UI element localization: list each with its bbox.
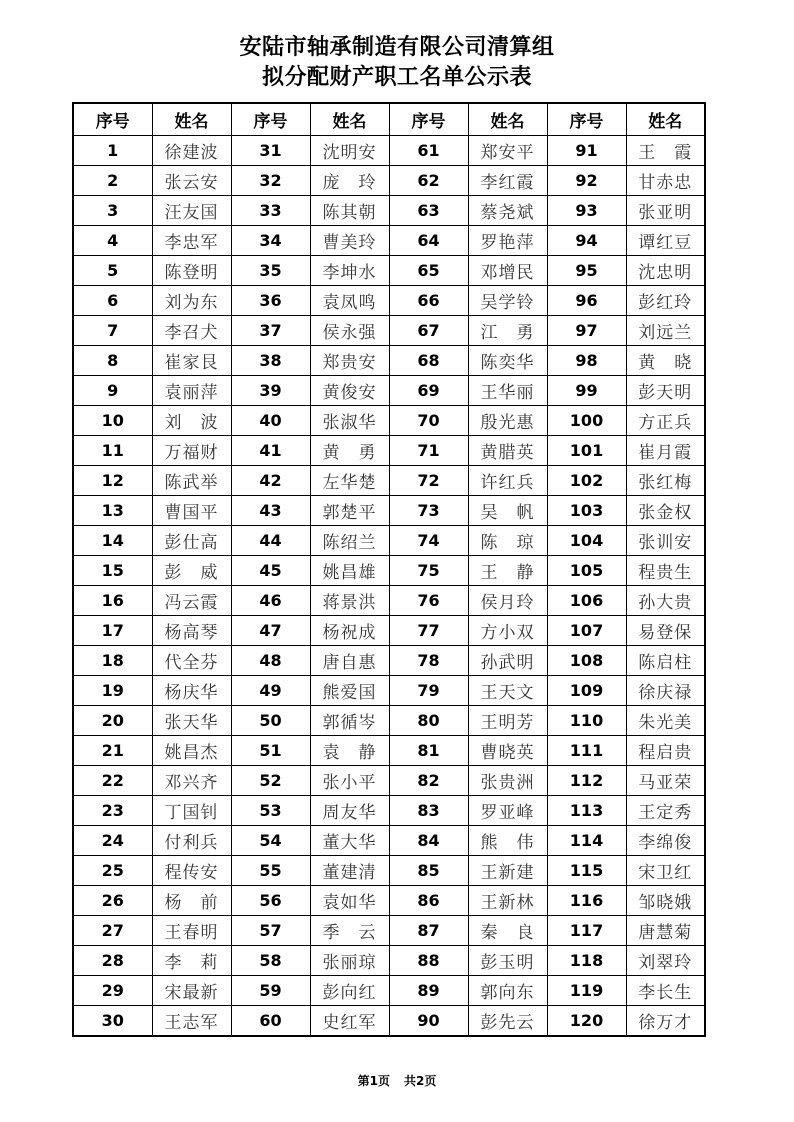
- serial-number-cell: 24: [73, 826, 152, 856]
- employee-name-cell: 刘远兰: [626, 316, 705, 346]
- employee-name-cell: 曹国平: [152, 496, 231, 526]
- serial-number-cell: 46: [231, 586, 310, 616]
- employee-name-cell: 吴学铃: [468, 286, 547, 316]
- serial-number-cell: 48: [231, 646, 310, 676]
- serial-number-cell: 54: [231, 826, 310, 856]
- employee-name-cell: 江 勇: [468, 316, 547, 346]
- employee-name-cell: 许红兵: [468, 466, 547, 496]
- employee-name-cell: 黄腊英: [468, 436, 547, 466]
- serial-number-cell: 50: [231, 706, 310, 736]
- header-serial-number: 序号: [73, 103, 152, 136]
- employee-name-cell: 唐自惠: [310, 646, 389, 676]
- serial-number-cell: 110: [547, 706, 626, 736]
- employee-name-cell: 李坤水: [310, 256, 389, 286]
- serial-number-cell: 57: [231, 916, 310, 946]
- serial-number-cell: 53: [231, 796, 310, 826]
- employee-name-cell: 代全芬: [152, 646, 231, 676]
- employee-name-cell: 徐建波: [152, 136, 231, 166]
- employee-name-cell: 李长生: [626, 976, 705, 1006]
- serial-number-cell: 108: [547, 646, 626, 676]
- table-row: [73, 946, 705, 976]
- employee-name-cell: 陈其朝: [310, 196, 389, 226]
- table-row: [73, 1006, 705, 1037]
- serial-number-cell: 25: [73, 856, 152, 886]
- serial-number-cell: 10: [73, 406, 152, 436]
- employee-name-cell: 袁如华: [310, 886, 389, 916]
- employee-name-cell: 刘翠玲: [626, 946, 705, 976]
- employee-name-cell: 宋卫红: [626, 856, 705, 886]
- serial-number-cell: 6: [73, 286, 152, 316]
- serial-number-cell: 65: [389, 256, 468, 286]
- employee-name-cell: 王新林: [468, 886, 547, 916]
- serial-number-cell: 97: [547, 316, 626, 346]
- serial-number-cell: 83: [389, 796, 468, 826]
- employee-name-cell: 郑贵安: [310, 346, 389, 376]
- serial-number-cell: 67: [389, 316, 468, 346]
- employee-name-cell: 李 莉: [152, 946, 231, 976]
- employee-name-cell: 唐慧菊: [626, 916, 705, 946]
- serial-number-cell: 14: [73, 526, 152, 556]
- employee-name-cell: 彭天明: [626, 376, 705, 406]
- employee-name-cell: 陈绍兰: [310, 526, 389, 556]
- employee-name-cell: 熊 伟: [468, 826, 547, 856]
- employee-name-cell: 王华丽: [468, 376, 547, 406]
- serial-number-cell: 117: [547, 916, 626, 946]
- employee-name-cell: 郑安平: [468, 136, 547, 166]
- employee-name-cell: 宋最新: [152, 976, 231, 1006]
- employee-name-cell: 丁国钊: [152, 796, 231, 826]
- serial-number-cell: 84: [389, 826, 468, 856]
- table-row: [73, 496, 705, 526]
- serial-number-cell: 91: [547, 136, 626, 166]
- employee-name-cell: 李绵俊: [626, 826, 705, 856]
- serial-number-cell: 16: [73, 586, 152, 616]
- table-row: [73, 406, 705, 436]
- serial-number-cell: 96: [547, 286, 626, 316]
- employee-name-cell: 方正兵: [626, 406, 705, 436]
- employee-name-cell: 杨祝成: [310, 616, 389, 646]
- employee-name-cell: 黄 晓: [626, 346, 705, 376]
- employee-name-cell: 邓兴齐: [152, 766, 231, 796]
- employee-name-cell: 张云安: [152, 166, 231, 196]
- employee-name-cell: 沈明安: [310, 136, 389, 166]
- serial-number-cell: 38: [231, 346, 310, 376]
- serial-number-cell: 64: [389, 226, 468, 256]
- serial-number-cell: 82: [389, 766, 468, 796]
- employee-name-cell: 左华楚: [310, 466, 389, 496]
- serial-number-cell: 70: [389, 406, 468, 436]
- serial-number-cell: 21: [73, 736, 152, 766]
- employee-name-cell: 彭红玲: [626, 286, 705, 316]
- serial-number-cell: 18: [73, 646, 152, 676]
- employee-name-cell: 张贵洲: [468, 766, 547, 796]
- serial-number-cell: 34: [231, 226, 310, 256]
- table-row: [73, 886, 705, 916]
- document-title-line2: 拟分配财产职工名单公示表: [261, 65, 532, 90]
- serial-number-cell: 73: [389, 496, 468, 526]
- serial-number-cell: 27: [73, 916, 152, 946]
- serial-number-cell: 66: [389, 286, 468, 316]
- serial-number-cell: 75: [389, 556, 468, 586]
- employee-name-cell: 殷光惠: [468, 406, 547, 436]
- employee-name-cell: 杨庆华: [152, 676, 231, 706]
- serial-number-cell: 116: [547, 886, 626, 916]
- serial-number-cell: 33: [231, 196, 310, 226]
- serial-number-cell: 112: [547, 766, 626, 796]
- table-row: [73, 916, 705, 946]
- employee-name-cell: 侯永强: [310, 316, 389, 346]
- serial-number-cell: 61: [389, 136, 468, 166]
- serial-number-cell: 11: [73, 436, 152, 466]
- serial-number-cell: 85: [389, 856, 468, 886]
- employee-name-cell: 陈奕华: [468, 346, 547, 376]
- header-name: 姓名: [310, 103, 389, 136]
- employee-name-cell: 董大华: [310, 826, 389, 856]
- serial-number-cell: 72: [389, 466, 468, 496]
- table-row: [73, 796, 705, 826]
- serial-number-cell: 8: [73, 346, 152, 376]
- employee-name-cell: 袁 静: [310, 736, 389, 766]
- serial-number-cell: 55: [231, 856, 310, 886]
- employee-name-cell: 陈武举: [152, 466, 231, 496]
- serial-number-cell: 120: [547, 1006, 626, 1037]
- serial-number-cell: 29: [73, 976, 152, 1006]
- serial-number-cell: 56: [231, 886, 310, 916]
- employee-name-cell: 王春明: [152, 916, 231, 946]
- serial-number-cell: 52: [231, 766, 310, 796]
- employee-name-cell: 程启贵: [626, 736, 705, 766]
- employee-name-cell: 王明芳: [468, 706, 547, 736]
- table-row: [73, 166, 705, 196]
- serial-number-cell: 35: [231, 256, 310, 286]
- employee-name-cell: 彭向红: [310, 976, 389, 1006]
- serial-number-cell: 74: [389, 526, 468, 556]
- employee-name-cell: 沈忠明: [626, 256, 705, 286]
- header-name: 姓名: [468, 103, 547, 136]
- serial-number-cell: 59: [231, 976, 310, 1006]
- serial-number-cell: 105: [547, 556, 626, 586]
- serial-number-cell: 42: [231, 466, 310, 496]
- employee-name-cell: 程贵生: [626, 556, 705, 586]
- employee-name-cell: 熊爱国: [310, 676, 389, 706]
- serial-number-cell: 104: [547, 526, 626, 556]
- serial-number-cell: 119: [547, 976, 626, 1006]
- table-row: [73, 316, 705, 346]
- serial-number-cell: 113: [547, 796, 626, 826]
- employee-name-cell: 黄 勇: [310, 436, 389, 466]
- table-row: [73, 766, 705, 796]
- table-row: [73, 466, 705, 496]
- employee-name-cell: 张丽琼: [310, 946, 389, 976]
- employee-name-cell: 付利兵: [152, 826, 231, 856]
- employee-name-cell: 孙大贵: [626, 586, 705, 616]
- serial-number-cell: 58: [231, 946, 310, 976]
- employee-name-cell: 曹晓英: [468, 736, 547, 766]
- table-row: [73, 346, 705, 376]
- employee-name-cell: 马亚荣: [626, 766, 705, 796]
- employee-name-cell: 吴 帆: [468, 496, 547, 526]
- serial-number-cell: 40: [231, 406, 310, 436]
- serial-number-cell: 41: [231, 436, 310, 466]
- serial-number-cell: 4: [73, 226, 152, 256]
- employee-name-cell: 黄俊安: [310, 376, 389, 406]
- employee-name-cell: 万福财: [152, 436, 231, 466]
- serial-number-cell: 109: [547, 676, 626, 706]
- serial-number-cell: 69: [389, 376, 468, 406]
- serial-number-cell: 101: [547, 436, 626, 466]
- employee-name-cell: 彭仕高: [152, 526, 231, 556]
- employee-name-cell: 周友华: [310, 796, 389, 826]
- serial-number-cell: 118: [547, 946, 626, 976]
- employee-name-cell: 张天华: [152, 706, 231, 736]
- serial-number-cell: 19: [73, 676, 152, 706]
- serial-number-cell: 5: [73, 256, 152, 286]
- serial-number-cell: 51: [231, 736, 310, 766]
- employee-name-cell: 方小双: [468, 616, 547, 646]
- serial-number-cell: 9: [73, 376, 152, 406]
- employee-name-cell: 孙武明: [468, 646, 547, 676]
- table-row: [73, 376, 705, 406]
- table-row: [73, 436, 705, 466]
- table-row: [73, 646, 705, 676]
- employee-name-cell: 彭玉明: [468, 946, 547, 976]
- employee-name-cell: 郭楚平: [310, 496, 389, 526]
- serial-number-cell: 106: [547, 586, 626, 616]
- serial-number-cell: 81: [389, 736, 468, 766]
- employee-name-cell: 张淑华: [310, 406, 389, 436]
- employee-name-cell: 易登保: [626, 616, 705, 646]
- table-row: [73, 256, 705, 286]
- page-current: 第1页: [357, 1074, 390, 1088]
- table-row: [73, 196, 705, 226]
- serial-number-cell: 78: [389, 646, 468, 676]
- employee-name-cell: 王定秀: [626, 796, 705, 826]
- serial-number-cell: 100: [547, 406, 626, 436]
- serial-number-cell: 79: [389, 676, 468, 706]
- employee-name-cell: 杨 前: [152, 886, 231, 916]
- document-title-line1: 安陆市轴承制造有限公司清算组: [239, 35, 555, 60]
- employee-name-cell: 徐万才: [626, 1006, 705, 1037]
- employee-name-cell: 王 静: [468, 556, 547, 586]
- table-row: [73, 556, 705, 586]
- employee-name-cell: 王 霞: [626, 136, 705, 166]
- employee-name-cell: 彭先云: [468, 1006, 547, 1037]
- employee-name-cell: 郭循岑: [310, 706, 389, 736]
- serial-number-cell: 87: [389, 916, 468, 946]
- table-row: [73, 136, 705, 166]
- serial-number-cell: 86: [389, 886, 468, 916]
- employee-name-cell: 张亚明: [626, 196, 705, 226]
- serial-number-cell: 114: [547, 826, 626, 856]
- serial-number-cell: 93: [547, 196, 626, 226]
- employee-name-cell: 邹晓娥: [626, 886, 705, 916]
- table-row: [73, 706, 705, 736]
- employee-name-cell: 袁凤鸣: [310, 286, 389, 316]
- employee-name-cell: 彭 威: [152, 556, 231, 586]
- employee-name-cell: 张小平: [310, 766, 389, 796]
- serial-number-cell: 49: [231, 676, 310, 706]
- employee-name-cell: 邓增民: [468, 256, 547, 286]
- employee-name-cell: 陈 琼: [468, 526, 547, 556]
- table-row: [73, 976, 705, 1006]
- serial-number-cell: 32: [231, 166, 310, 196]
- serial-number-cell: 76: [389, 586, 468, 616]
- employee-name-cell: 史红军: [310, 1006, 389, 1037]
- employee-name-cell: 汪友国: [152, 196, 231, 226]
- serial-number-cell: 17: [73, 616, 152, 646]
- employee-name-cell: 庞 玲: [310, 166, 389, 196]
- serial-number-cell: 7: [73, 316, 152, 346]
- header-serial-number: 序号: [231, 103, 310, 136]
- serial-number-cell: 89: [389, 976, 468, 1006]
- table-row: [73, 526, 705, 556]
- employee-name-cell: 谭红豆: [626, 226, 705, 256]
- serial-number-cell: 111: [547, 736, 626, 766]
- serial-number-cell: 71: [389, 436, 468, 466]
- employee-name-cell: 张金权: [626, 496, 705, 526]
- serial-number-cell: 28: [73, 946, 152, 976]
- header-serial-number: 序号: [389, 103, 468, 136]
- serial-number-cell: 68: [389, 346, 468, 376]
- serial-number-cell: 103: [547, 496, 626, 526]
- header-serial-number: 序号: [547, 103, 626, 136]
- employee-name-cell: 侯月玲: [468, 586, 547, 616]
- employee-name-cell: 徐庆禄: [626, 676, 705, 706]
- employee-name-cell: 董建清: [310, 856, 389, 886]
- employee-name-cell: 罗亚峰: [468, 796, 547, 826]
- employee-name-cell: 崔月霞: [626, 436, 705, 466]
- employee-name-cell: 冯云霞: [152, 586, 231, 616]
- serial-number-cell: 94: [547, 226, 626, 256]
- table-row: [73, 616, 705, 646]
- serial-number-cell: 23: [73, 796, 152, 826]
- page-total: 共2页: [404, 1074, 437, 1088]
- employee-name-cell: 杨高琴: [152, 616, 231, 646]
- serial-number-cell: 90: [389, 1006, 468, 1037]
- table-header-row: [73, 103, 705, 136]
- employee-name-cell: 蔡尧斌: [468, 196, 547, 226]
- serial-number-cell: 2: [73, 166, 152, 196]
- serial-number-cell: 30: [73, 1006, 152, 1037]
- serial-number-cell: 26: [73, 886, 152, 916]
- employee-name-cell: 张红梅: [626, 466, 705, 496]
- employee-name-cell: 郭向东: [468, 976, 547, 1006]
- serial-number-cell: 3: [73, 196, 152, 226]
- serial-number-cell: 102: [547, 466, 626, 496]
- serial-number-cell: 80: [389, 706, 468, 736]
- table-row: [73, 586, 705, 616]
- employee-name-cell: 袁丽萍: [152, 376, 231, 406]
- employee-name-cell: 姚昌杰: [152, 736, 231, 766]
- table-row: [73, 226, 705, 256]
- serial-number-cell: 45: [231, 556, 310, 586]
- table-row: [73, 826, 705, 856]
- employee-name-cell: 张训安: [626, 526, 705, 556]
- serial-number-cell: 63: [389, 196, 468, 226]
- employee-name-cell: 李红霞: [468, 166, 547, 196]
- employee-name-cell: 蒋景洪: [310, 586, 389, 616]
- serial-number-cell: 95: [547, 256, 626, 286]
- table-row: [73, 286, 705, 316]
- employee-name-cell: 李召犬: [152, 316, 231, 346]
- serial-number-cell: 92: [547, 166, 626, 196]
- serial-number-cell: 99: [547, 376, 626, 406]
- serial-number-cell: 36: [231, 286, 310, 316]
- header-name: 姓名: [626, 103, 705, 136]
- serial-number-cell: 60: [231, 1006, 310, 1037]
- serial-number-cell: 15: [73, 556, 152, 586]
- serial-number-cell: 22: [73, 766, 152, 796]
- employee-name-cell: 刘为东: [152, 286, 231, 316]
- employee-name-cell: 曹美玲: [310, 226, 389, 256]
- employee-name-cell: 李忠军: [152, 226, 231, 256]
- serial-number-cell: 37: [231, 316, 310, 346]
- employee-name-cell: 王志军: [152, 1006, 231, 1037]
- employee-name-cell: 王新建: [468, 856, 547, 886]
- serial-number-cell: 39: [231, 376, 310, 406]
- serial-number-cell: 107: [547, 616, 626, 646]
- serial-number-cell: 98: [547, 346, 626, 376]
- serial-number-cell: 12: [73, 466, 152, 496]
- employee-name-cell: 罗艳萍: [468, 226, 547, 256]
- table-row: [73, 856, 705, 886]
- serial-number-cell: 20: [73, 706, 152, 736]
- page-footer: [0, 1072, 794, 1089]
- serial-number-cell: 88: [389, 946, 468, 976]
- table-body: [73, 136, 705, 1037]
- employee-name-cell: 陈登明: [152, 256, 231, 286]
- employee-name-cell: 刘 波: [152, 406, 231, 436]
- employee-name-cell: 季 云: [310, 916, 389, 946]
- header-name: 姓名: [152, 103, 231, 136]
- employee-name-cell: 秦 良: [468, 916, 547, 946]
- employee-name-cell: 崔家艮: [152, 346, 231, 376]
- serial-number-cell: 115: [547, 856, 626, 886]
- serial-number-cell: 62: [389, 166, 468, 196]
- serial-number-cell: 13: [73, 496, 152, 526]
- employee-name-cell: 姚昌雄: [310, 556, 389, 586]
- table-row: [73, 676, 705, 706]
- employee-name-cell: 程传安: [152, 856, 231, 886]
- serial-number-cell: 47: [231, 616, 310, 646]
- employee-name-cell: 王天文: [468, 676, 547, 706]
- serial-number-cell: 77: [389, 616, 468, 646]
- serial-number-cell: 1: [73, 136, 152, 166]
- employee-list-table: [72, 102, 706, 1037]
- employee-name-cell: 朱光美: [626, 706, 705, 736]
- serial-number-cell: 43: [231, 496, 310, 526]
- serial-number-cell: 44: [231, 526, 310, 556]
- serial-number-cell: 31: [231, 136, 310, 166]
- table-row: [73, 736, 705, 766]
- employee-name-cell: 甘赤忠: [626, 166, 705, 196]
- employee-name-cell: 陈启柱: [626, 646, 705, 676]
